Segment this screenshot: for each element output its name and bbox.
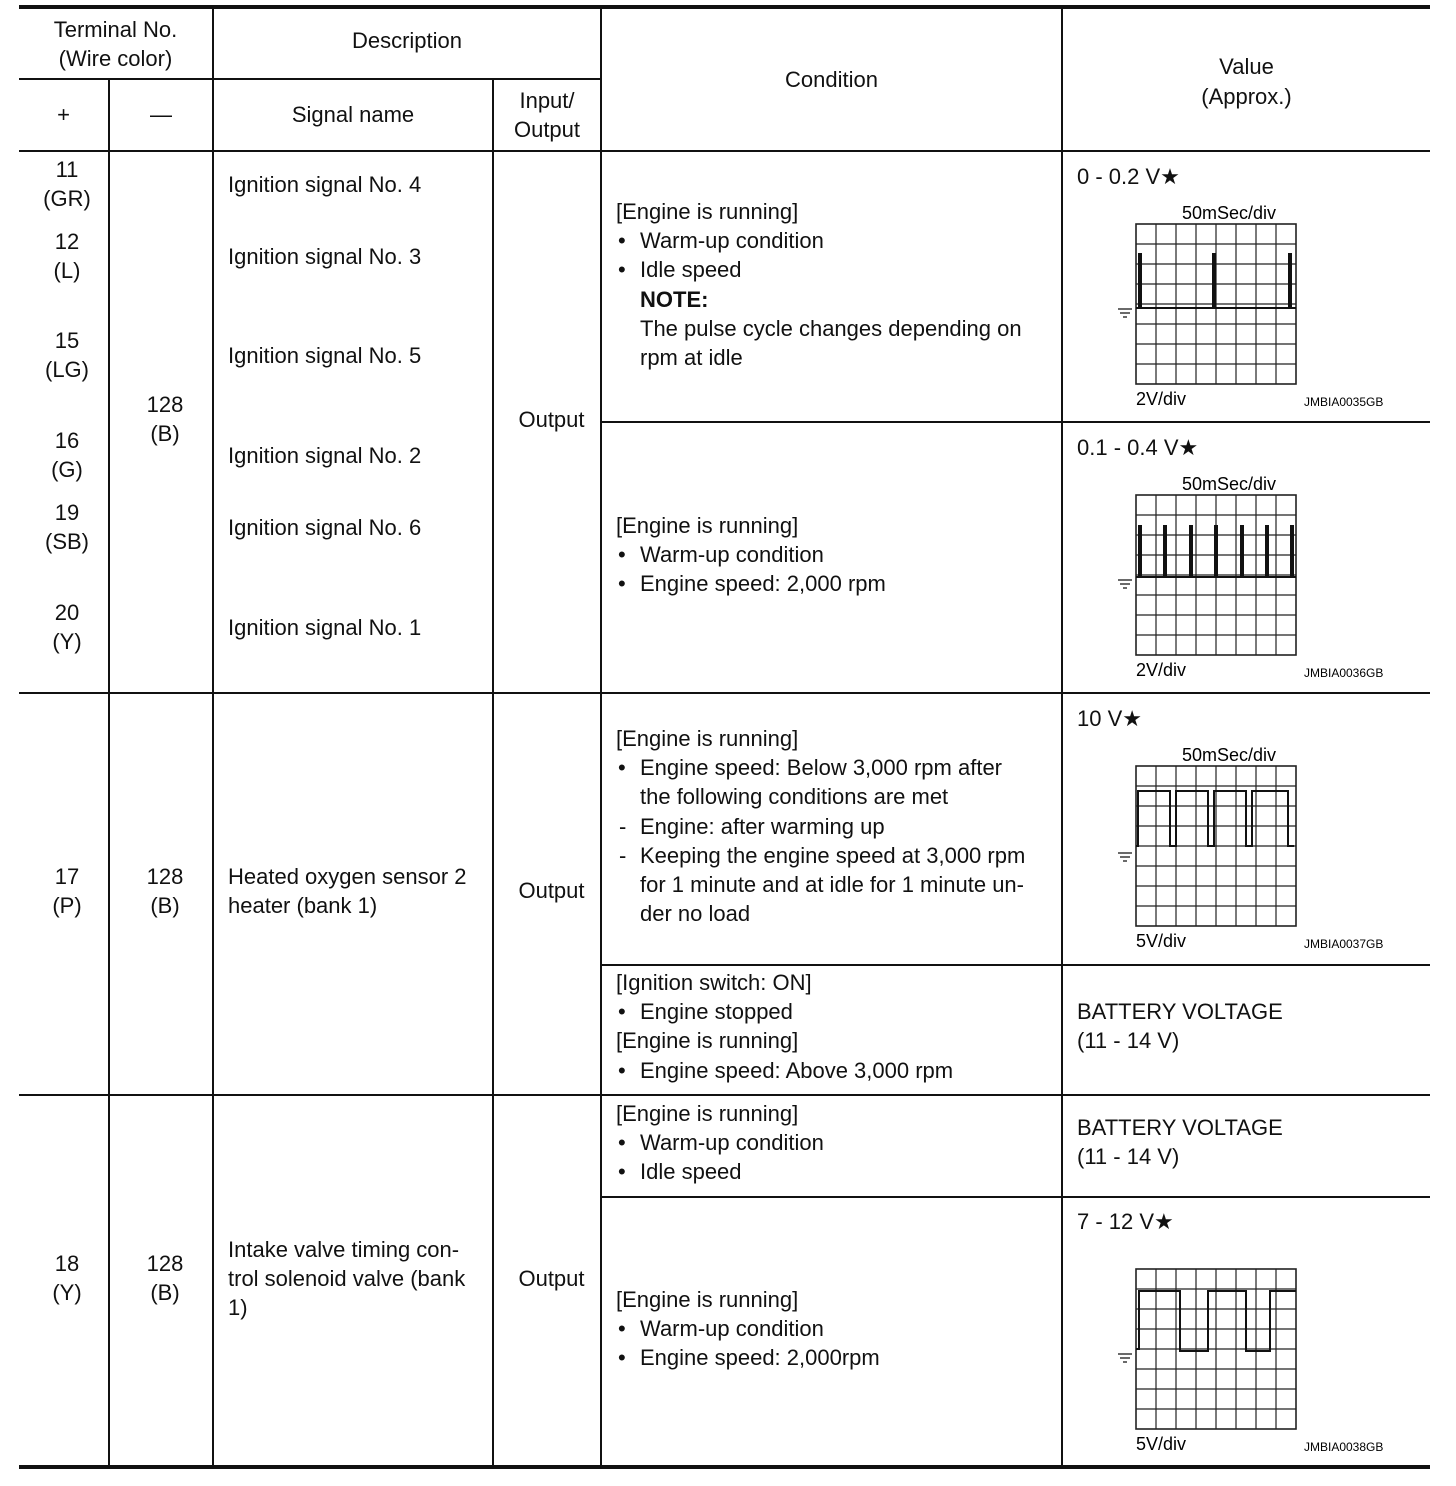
group2-bottom-border: [19, 1094, 1430, 1096]
g1-terminal-15: [19, 326, 115, 384]
ground-symbol: [1118, 1354, 1132, 1362]
wire-color: (SB): [45, 529, 89, 554]
terminal-number: 17: [54, 864, 80, 889]
header-output-label: Output: [513, 117, 581, 142]
scope-time-label: 50mSec/div: [1182, 203, 1277, 223]
condition-line: [Engine is running]: [616, 726, 799, 751]
condition-line: [Engine is running]: [616, 1101, 799, 1126]
header-terminal-no-label: Terminal No.: [53, 16, 178, 42]
figure-code: JMBIA0036GB: [1304, 666, 1384, 680]
header-description: [214, 9, 600, 73]
g1-terminal-11: [19, 155, 115, 213]
g1-signal-3: Ignition signal No. 3: [228, 244, 422, 269]
condition-line: [Ignition switch: ON]: [616, 970, 812, 995]
condition-line: • Idle speed: [616, 1157, 824, 1186]
condition-line: [Engine is running]: [616, 199, 799, 224]
condition-line: for 1 minute and at idle for 1 minute un-: [640, 872, 1024, 898]
header-condition: [602, 9, 1061, 150]
condition-line: • Engine stopped: [616, 997, 953, 1026]
figure-code: JMBIA0037GB: [1304, 937, 1384, 951]
condition-line: rpm at idle: [640, 345, 743, 371]
header-signal-name-label: Signal name: [291, 102, 415, 127]
terminal-number: 12: [54, 229, 80, 254]
g3-signal-name: [228, 1235, 465, 1322]
scope-volt-label: 2V/div: [1136, 660, 1187, 680]
signal-line: 1): [228, 1295, 248, 1320]
scope-volt-label: 2V/div: [1136, 389, 1187, 409]
scope-ignition-2000rpm: [1110, 471, 1410, 686]
condition-line: • Warm-up condition: [616, 540, 886, 569]
g2-value-b: [1077, 997, 1283, 1055]
condition-line: der no load: [640, 901, 751, 927]
header-input-label: Input/: [519, 88, 575, 113]
scope-heater-square-wave: [1110, 742, 1410, 957]
value-line: (11 - 14 V): [1077, 1028, 1180, 1053]
group1-value-divider: [601, 421, 1430, 423]
wire-color: (P): [52, 893, 82, 918]
group1-bottom-border: [19, 692, 1430, 694]
g1-condition-b: [616, 511, 886, 599]
condition-line: • Warm-up condition: [616, 1128, 824, 1157]
waveform-trace: [1136, 254, 1296, 308]
scope-ignition-idle: [1110, 200, 1410, 415]
condition-line: - Engine: after warming up: [616, 812, 1025, 841]
condition-line: • Warm-up condition: [616, 1314, 880, 1343]
value-line: (11 - 14 V): [1077, 1144, 1180, 1169]
terminal-number: 128: [146, 1251, 184, 1276]
condition-line: - Keeping the engine speed at 3,000 rpm: [616, 841, 1025, 870]
terminal-number: 15: [54, 328, 80, 353]
header-minus-label: —: [150, 102, 172, 127]
terminal-number: 18: [54, 1251, 80, 1276]
header-approx-label: (Approx.): [1201, 84, 1292, 109]
ground-symbol: [1118, 580, 1132, 588]
group2-value-divider: [601, 964, 1430, 966]
group3-value-divider: [601, 1196, 1430, 1198]
wire-color: (B): [150, 1280, 180, 1305]
wire-color: (Y): [52, 629, 82, 654]
g1-terminal-19: [19, 498, 115, 556]
g3-condition-a: [616, 1099, 824, 1187]
table-bottom-border: [19, 1465, 1430, 1469]
g1-value-b: 0.1 - 0.4 V★: [1077, 435, 1199, 460]
g1-terminal-16: [19, 426, 115, 484]
header-value-label: Value: [1219, 54, 1274, 79]
wire-color: (GR): [43, 186, 91, 211]
g3-terminal: [19, 1249, 115, 1307]
terminal-number: 19: [54, 500, 80, 525]
g1-signal-2: Ignition signal No. 2: [228, 443, 422, 468]
g1-signal-5: Ignition signal No. 5: [228, 343, 422, 368]
terminal-number: 128: [146, 392, 184, 417]
g2-signal-name: [228, 862, 467, 920]
wire-color: (B): [150, 893, 180, 918]
g1-terminal-20: [19, 598, 115, 656]
g1-signal-4: Ignition signal No. 4: [228, 172, 422, 197]
condition-line: [Engine is running]: [616, 1028, 799, 1054]
g2-terminal: [19, 862, 115, 920]
value-line: BATTERY VOLTAGE: [1077, 999, 1283, 1024]
condition-line: [Engine is running]: [616, 1287, 799, 1312]
ground-symbol: [1118, 309, 1132, 317]
g3-value-a: [1077, 1113, 1283, 1171]
col-divider-terminal-description: [212, 7, 214, 1467]
condition-line: The pulse cycle changes depending on: [640, 315, 1022, 341]
g2-condition-b: [616, 968, 953, 1085]
g1-condition-a: [616, 197, 1022, 372]
header-terminal-no: [19, 9, 212, 78]
g1-signal-1: Ignition signal No. 1: [228, 615, 422, 640]
g2-minus-terminal: [110, 862, 220, 920]
header-description-label: Description: [351, 28, 463, 53]
terminal-number: 20: [54, 600, 80, 625]
g2-io: Output: [518, 878, 585, 903]
header-signal-name: [214, 80, 492, 150]
scope-time-label: 50mSec/div: [1182, 474, 1277, 494]
condition-line: • Engine speed: 2,000rpm: [616, 1343, 880, 1372]
waveform-trace: [1136, 526, 1296, 577]
scope-volt-label: 5V/div: [1136, 1434, 1187, 1454]
figure-code: JMBIA0035GB: [1304, 395, 1384, 409]
signal-line: Intake valve timing con-: [228, 1237, 460, 1262]
header-input-output: [494, 80, 600, 150]
g3-io: Output: [518, 1266, 585, 1291]
condition-line: [Engine is running]: [616, 513, 799, 538]
condition-line: • Warm-up condition: [616, 226, 1022, 255]
terminal-number: 11: [55, 157, 79, 182]
condition-line: • Engine speed: Above 3,000 rpm: [616, 1056, 953, 1085]
col-divider-description-condition: [600, 7, 602, 1467]
g1-value-a: 0 - 0.2 V★: [1077, 164, 1180, 189]
wire-color: (Y): [52, 1280, 82, 1305]
g1-signal-6: Ignition signal No. 6: [228, 515, 422, 540]
waveform-trace: [1136, 791, 1294, 846]
header-plus: [19, 80, 108, 150]
signal-line: heater (bank 1): [228, 893, 378, 918]
ground-symbol: [1118, 853, 1132, 861]
wire-color: (LG): [45, 357, 89, 382]
signal-line: trol solenoid valve (bank: [228, 1266, 466, 1291]
header-value: [1063, 0, 1430, 164]
condition-line: • Idle speed: [616, 255, 1022, 284]
condition-line: • Engine speed: 2,000 rpm: [616, 569, 886, 598]
header-plus-label: +: [57, 102, 70, 127]
scope-time-label: 50mSec/div: [1182, 745, 1277, 765]
condition-line: • Engine speed: Below 3,000 rpm after: [616, 753, 1025, 782]
condition-line: the following conditions are met: [640, 784, 949, 810]
g3-value-b: 7 - 12 V★: [1077, 1209, 1174, 1234]
header-minus: [110, 80, 212, 150]
scope-grid: [1136, 1269, 1296, 1429]
g1-terminal-12: [19, 227, 115, 285]
wire-color: (B): [150, 421, 180, 446]
value-line: BATTERY VOLTAGE: [1077, 1115, 1283, 1140]
g2-condition-a: [616, 724, 1025, 928]
col-divider-condition-value: [1061, 7, 1063, 1467]
g2-value-a: 10 V★: [1077, 706, 1142, 731]
g3-minus-terminal: [110, 1249, 220, 1307]
col-divider-signal-io: [492, 79, 494, 1467]
terminal-number: 16: [54, 428, 80, 453]
header-wire-color-label: (Wire color): [58, 45, 173, 71]
terminal-number: 128: [146, 864, 184, 889]
signal-line: Heated oxygen sensor 2: [228, 864, 467, 889]
note-label: NOTE:: [640, 286, 709, 312]
g1-minus-terminal: [110, 390, 220, 448]
g3-condition-b: [616, 1285, 880, 1373]
wire-color: (L): [53, 258, 81, 283]
g1-io: Output: [518, 407, 585, 432]
figure-code: JMBIA0038GB: [1304, 1440, 1384, 1454]
scope-volt-label: 5V/div: [1136, 931, 1187, 951]
scope-intake-valve: [1110, 1245, 1410, 1460]
wire-color: (G): [51, 457, 83, 482]
header-condition-label: Condition: [785, 66, 878, 92]
